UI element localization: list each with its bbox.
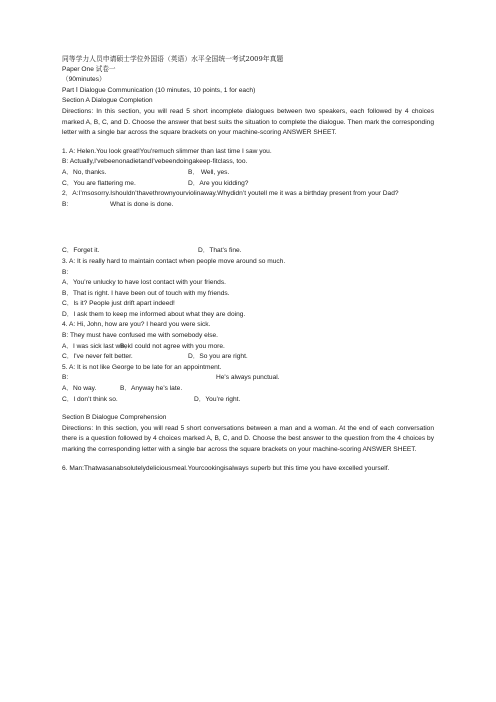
q3-speaker-a: 3. A: It is really hard to maintain contact when people move around so much.: [62, 257, 286, 265]
section-b-directions: Directions: In this section, you will read 5 short conversations between a man and a woman. At the end of each conversation there is a question followed by 4 choices marked A, B, C, and D. Choose the best answer to the question from the 4 choices by marking the corresponding letter with a single bar across the square brackets on your machine-scoring ANSWER SHEET.: [62, 424, 434, 453]
q4-options-row1: [62, 342, 434, 353]
q2-options-row: [62, 246, 434, 257]
part-heading: Part Ⅰ Dialogue Communication (10 minutes, 10 points, 1 for each): [62, 86, 256, 94]
q4-speaker-b: B: They must have confused me with somebody else.: [62, 332, 219, 340]
q3-option-d: D．I ask them to keep me informed about what they are doing.: [62, 310, 246, 318]
q3-option-b: B．That is right. I have been out of touch with my friends.: [62, 289, 230, 297]
q2-option-d: D．That’s fine.: [198, 247, 242, 255]
q1-option-d: D．Are you kidding?: [188, 179, 249, 187]
q3-option-a: A．You’re unlucky to have lost contact with your friends.: [62, 279, 226, 287]
duration-label: （90minutes）: [62, 76, 106, 84]
q5-option-c: C．I don’t think so.: [62, 395, 118, 403]
q4-option-d: D．So you are right.: [188, 353, 248, 361]
q4-options-row2: [62, 352, 434, 363]
q4-option-c: C．I’ve never felt better.: [62, 353, 133, 361]
exam-title: 同等学力人员申请硕士学位外国语（英语）水平全国统一考试2009年真题: [62, 55, 284, 63]
q4-option-a: A．I was sick last week.: [62, 342, 133, 350]
q1-speaker-a: 1. A: Helen.You look great!You'remuch slimmer than last time I saw you.: [62, 147, 272, 155]
q2-option-c: C．Forget it.: [62, 247, 100, 255]
q2-b-label: B:: [62, 200, 69, 208]
q5-speaker-a: 5. A: It is not like George to be late for an appointment.: [62, 363, 222, 371]
q1-speaker-b: B: Actually,I'vebeenonadietandI'vebeendoingakeep-fitclass, too.: [62, 158, 248, 166]
document-page: [62, 54, 434, 474]
q4-speaker-a: 4. A: Hi, John, how are you? I heard you were sick.: [62, 321, 211, 329]
q1-option-c: C．You are flattering me.: [62, 179, 136, 187]
q1-options-row1: [62, 168, 434, 179]
q1-options-row2: [62, 179, 434, 190]
section-a-heading: Section A Dialogue Completion: [62, 97, 153, 105]
q3-speaker-b: B:: [62, 268, 69, 276]
q5-speaker-b: [62, 373, 434, 384]
q2-speaker-b: [62, 200, 434, 211]
paper-label: Paper One 试卷一: [62, 65, 116, 73]
q1-option-a: A．No, thanks.: [62, 168, 107, 176]
q5-b-text: He's always punctual.: [216, 374, 280, 382]
section-b-heading: Section B Dialogue Comprehension: [62, 414, 167, 422]
q2-b-text: What is done is done.: [110, 200, 174, 208]
q6-text: 6. Man:Thatwasanabsolutelydeliciousmeal.Yourcookingisalways superb but this time you have excelled yourself.: [62, 464, 390, 472]
q3-option-c: C．Is it? People just drift apart indeed!: [62, 300, 175, 308]
section-a-directions: Directions: In this section, you will read 5 short incomplete dialogues between two speakers, each followed by 4 choices marked A, B, C, and D. Choose the answer that best suits the situation to complete the dialogue. Then mark the corresponding letter with a single bar across the square brackets on your machine-scoring ANSWER SHEET.: [62, 107, 434, 137]
q1-option-b: B． Well, yes.: [188, 168, 230, 176]
q5-option-a: A．No way.: [62, 385, 97, 393]
q5-option-d: D．You’re right.: [194, 395, 241, 403]
q5-option-b: B．Anyway he’s late.: [120, 385, 183, 393]
q5-b-label: B:: [62, 374, 69, 382]
q4-option-b: B．I could not agree with you more.: [120, 342, 225, 350]
q5-options-row1: [62, 384, 434, 395]
q5-options-row2: [62, 395, 434, 406]
q2-speaker-a: 2．A:I’msosorry.Ishouldn’thavethrownyourviolinaway.Whydidn’t youtell me it was a birthday present from your Dad?: [62, 190, 399, 198]
